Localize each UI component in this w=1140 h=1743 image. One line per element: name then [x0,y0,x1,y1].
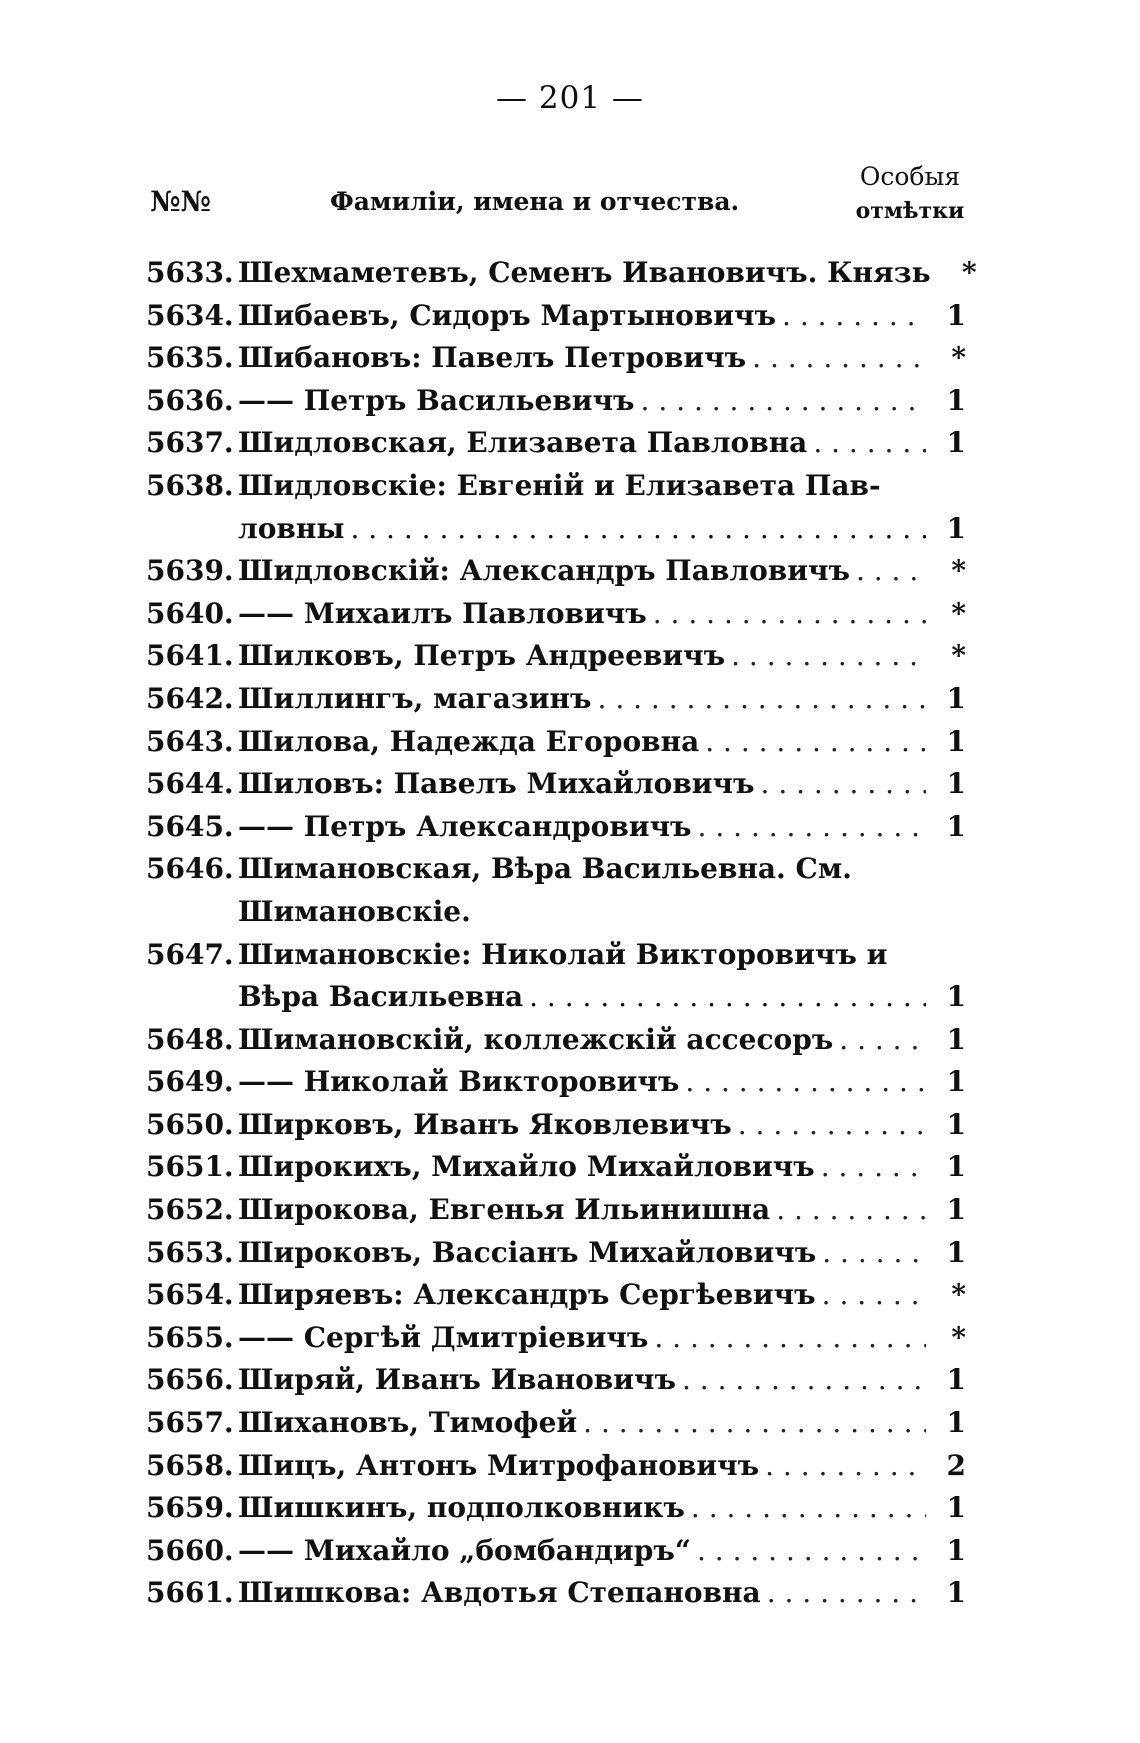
entry-number: 5650. [146,1107,234,1141]
entry-mark: * [951,1278,966,1312]
entry-number: 5654. [146,1278,234,1312]
list-item [146,380,966,423]
dot-leader [529,976,926,1019]
dot-leader [776,1189,926,1232]
entry-mark: 1 [946,1576,966,1610]
entry-name: Шехмаметевъ, Семенъ Ивановичъ. Князь [238,256,931,289]
dot-leader [839,1019,926,1062]
list-item [146,1061,966,1104]
list-item [146,1189,966,1232]
entry-mark: 1 [946,980,966,1014]
list-item [146,635,966,678]
list-item [146,721,966,764]
entry-number: 5642. [146,681,234,715]
dot-leader [752,337,926,380]
entry-mark: 1 [946,511,966,545]
entry-mark: 1 [946,1107,966,1141]
entry-name: Широковъ, Вассіанъ Михайловичъ [238,1235,817,1269]
entry-mark: 1 [946,298,966,332]
list-item [146,1445,966,1488]
list-item [146,1402,966,1445]
dot-leader [698,806,926,849]
list-item [146,337,966,380]
header-notes-column [850,160,970,228]
entry-mark: 1 [946,1533,966,1567]
dot-leader [761,763,926,806]
list-item [146,763,966,806]
dot-leader [822,1232,926,1275]
entry-mark: 1 [946,1022,966,1056]
list-item [146,550,966,593]
header-notes-line1: Особыя [859,162,961,191]
dot-leader [782,295,926,338]
list-item [146,1019,966,1062]
entry-mark: 1 [946,426,966,460]
list-item [146,465,966,508]
entry-number: 5651. [146,1150,234,1184]
dot-leader [767,1572,926,1615]
entry-name: —— Михайло „бомбандиръ“ [238,1533,691,1567]
header-number-column: №№ [150,185,211,218]
dot-leader [653,593,926,636]
page-number: — 201 — [496,80,644,116]
entry-mark: 2 [946,1448,966,1482]
entry-number: 5657. [146,1406,234,1440]
dot-leader [685,1061,926,1104]
dot-leader [583,1402,926,1445]
list-item [146,1487,966,1530]
entry-name: Шидловская, Елизавета Павловна [238,426,808,460]
entry-number: 5661. [146,1576,234,1610]
entry-name: Шиллингъ, магазинъ [238,681,592,715]
entry-number: 5634. [146,298,234,332]
entry-mark: * [951,554,966,588]
dot-leader [731,635,926,678]
entry-mark: * [951,639,966,673]
entry-mark: * [961,256,977,289]
entry-number: 5639. [146,554,234,588]
entry-name: Шибановъ: Павелъ Петровичъ [238,341,747,375]
dot-leader [682,1359,926,1402]
list-item-continuation [146,891,966,934]
dot-leader [813,422,926,465]
entry-name: Шихановъ, Тимофей [238,1406,578,1440]
entry-number: 5653. [146,1235,234,1269]
entry-number: 5646. [146,852,234,886]
entry-number: 5641. [146,639,234,673]
entry-number: 5647. [146,937,234,971]
header-names-column: Фамиліи, имена и отчества. [330,187,740,216]
entry-name: Шимановскіе: Николай Викторовичъ и [238,937,888,971]
entry-name: Ширяевъ: Александръ Сергѣевичъ [238,1278,816,1312]
entry-name: —— Николай Викторовичъ [238,1065,680,1099]
entry-mark: 1 [946,1406,966,1440]
entry-name-continuation: Шимановскіе. [238,894,471,928]
list-item [146,593,966,636]
list-item [146,295,966,338]
list-item [146,678,966,721]
entry-name: Шибаевъ, Сидоръ Мартыновичъ [238,298,777,332]
entry-mark: 1 [946,1193,966,1227]
entry-name: Шимановская, Вѣра Васильевна. См. [238,852,852,886]
entry-number: 5655. [146,1320,234,1354]
entry-number: 5644. [146,767,234,801]
entry-mark: 1 [946,724,966,758]
entry-name: Широкихъ, Михайло Михайловичъ [238,1150,815,1184]
entry-number: 5660. [146,1533,234,1567]
dot-leader [654,1317,926,1360]
table-header [150,155,970,235]
entry-mark: 1 [946,1235,966,1269]
dot-leader [821,1146,926,1189]
dot-leader [765,1445,926,1488]
dot-leader [705,721,926,764]
entry-list [146,252,977,1615]
entry-mark: 1 [946,1065,966,1099]
entry-number: 5636. [146,383,234,417]
entry-name: Шицъ, Антонъ Митрофановичъ [238,1448,760,1482]
entry-name: Шидловскіе: Евгеній и Елизавета Пав- [238,468,881,502]
list-item [146,1530,966,1573]
entry-mark: * [951,341,966,375]
entry-number: 5635. [146,341,234,375]
entry-name: —— Михаилъ Павловичъ [238,596,647,630]
entry-name: Ширяй, Иванъ Ивановичъ [238,1363,676,1397]
dot-leader [598,678,926,721]
entry-name-continuation: Вѣра Васильевна [238,980,524,1014]
dot-leader [856,550,926,593]
list-item [146,934,966,977]
list-item [146,1274,966,1317]
list-item [146,1232,966,1275]
entry-mark: 1 [946,1491,966,1525]
entry-number: 5633. [146,256,234,289]
entry-mark: 1 [946,1363,966,1397]
list-item [146,1317,966,1360]
list-item [146,1146,966,1189]
entry-name: Шилова, Надежда Егоровна [238,724,700,758]
entry-name: Шимановскій, коллежскій ассесоръ [238,1022,834,1056]
list-item [146,1104,966,1147]
entry-number: 5648. [146,1022,234,1056]
entry-number: 5659. [146,1491,234,1525]
entry-name: Шишкова: Авдотья Степановна [238,1576,761,1610]
entry-name: Шидловскій: Александръ Павловичъ [238,554,850,588]
entry-mark: 1 [946,383,966,417]
entry-name: Ширковъ, Иванъ Яковлевичъ [238,1107,732,1141]
entry-name-continuation: ловны [238,511,345,545]
entry-name: Шилковъ, Петръ Андреевичъ [238,639,726,673]
dot-leader [641,380,926,423]
dot-leader [822,1274,926,1317]
entry-name: Шишкинъ, подполковникъ [238,1491,685,1525]
dot-leader [691,1487,926,1530]
entry-mark: 1 [946,1150,966,1184]
entry-mark: * [951,596,966,630]
entry-number: 5645. [146,809,234,843]
entry-number: 5656. [146,1363,234,1397]
entry-number: 5658. [146,1448,234,1482]
dot-leader [738,1104,926,1147]
entry-name: Широкова, Евгенья Ильинишна [238,1193,771,1227]
entry-number: 5638. [146,468,234,502]
entry-mark: 1 [946,767,966,801]
list-item-continuation [146,508,966,551]
entry-number: 5652. [146,1193,234,1227]
entry-mark: 1 [946,809,966,843]
entry-name: —— Петръ Васильевичъ [238,383,635,417]
header-notes-line2: отмѣтки [855,198,965,224]
entry-number: 5643. [146,724,234,758]
dot-leader [350,508,926,551]
list-item [146,806,966,849]
entry-name: —— Сергѣй Дмитріевичъ [238,1320,649,1354]
entry-name: Шиловъ: Павелъ Михайловичъ [238,767,755,801]
entry-mark: 1 [946,681,966,715]
entry-number: 5637. [146,426,234,460]
entry-number: 5649. [146,1065,234,1099]
list-item [146,1359,966,1402]
entry-number: 5640. [146,596,234,630]
list-item [146,422,966,465]
entry-mark: * [951,1320,966,1354]
list-item-continuation [146,976,966,1019]
dot-leader [697,1530,926,1573]
list-item [146,252,977,295]
entry-name: —— Петръ Александровичъ [238,809,692,843]
list-item [146,848,966,891]
list-item [146,1572,966,1615]
